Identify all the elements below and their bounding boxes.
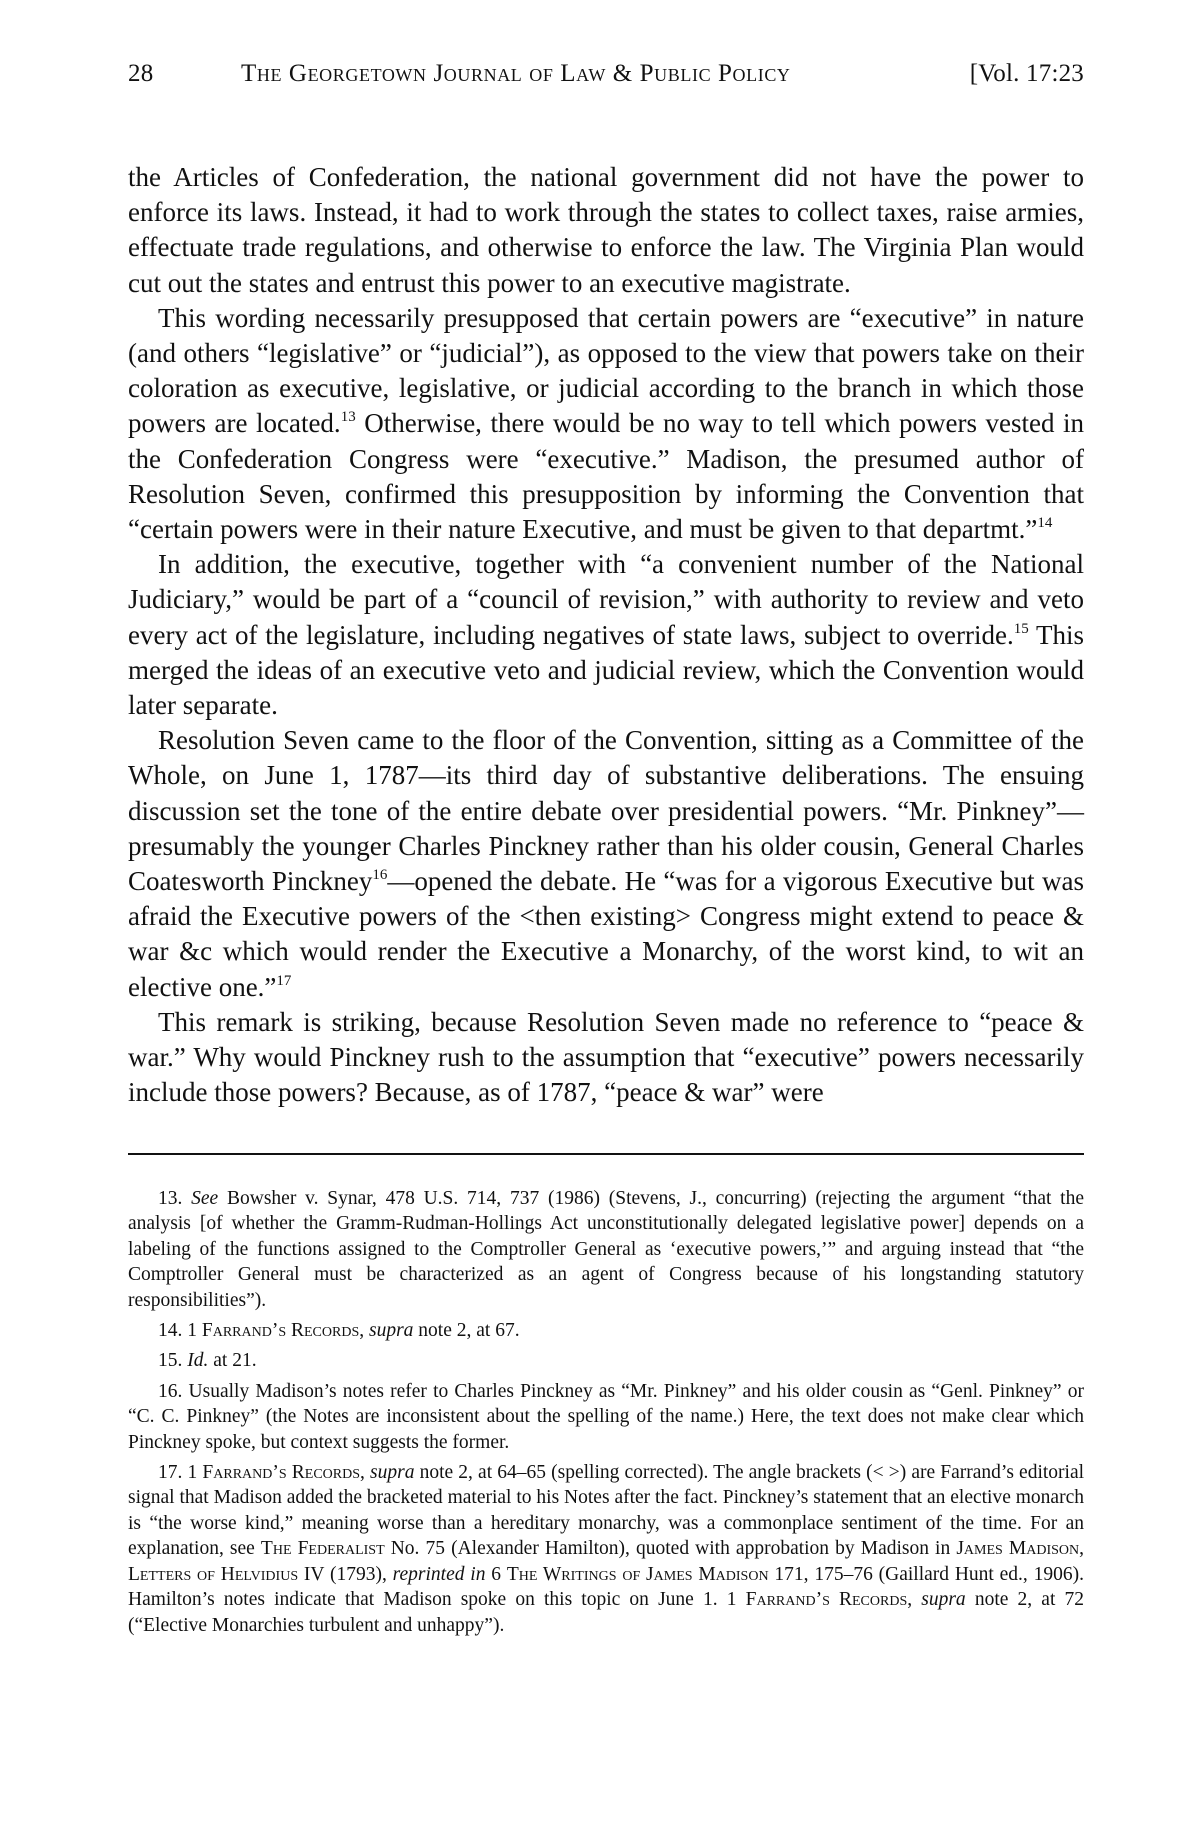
signal: reprinted in <box>392 1563 486 1585</box>
footnote-ref-13[interactable]: 13 <box>340 409 356 426</box>
footnote-text: note 2, at 72 (“Elective Monarchies turbulent and unhappy”). <box>128 1589 1085 1636</box>
paragraph <box>128 301 1084 547</box>
footnote-ref-15[interactable]: 15 <box>1013 620 1029 637</box>
paragraph-text: This merged the ideas of an executive veto and judicial review, which the Convention would later separate. <box>128 619 1085 721</box>
source-title: The Federalist <box>260 1538 385 1560</box>
footnotes <box>128 1186 1084 1643</box>
paragraph-text: This wording necessarily presupposed that certain powers are “executive” in nature (and others “legislative” or “judicial”), as opposed to the view that powers take on their coloration as executive, legislative, or judicial according to the branch in which those powers are located. <box>128 302 1084 439</box>
footnote-text: Bowsher v. Synar, 478 U.S. 714, 737 (1986) (Stevens, J., concurring) (rejecting the argument “that the analysis [of whether the Gramm-Rudman-Hollings Act unconstitutionally delegated legislative power] depends on a labeling of the functions assigned to the Comptroller General as ‘executive powers,’” and arguing instead that “the Comptroller General must be characterized as an agent of Congress because of his longstanding statutory responsibilities”). <box>128 1188 1084 1311</box>
footnote-number: 14. <box>158 1320 183 1342</box>
paragraph-text: Resolution Seven came to the floor of the Convention, sitting as a Committee of the Whole, on June 1, 1787—its third day of substantive deliberations. The ensuing discussion set the tone of the entire debate over presidential powers. “Mr. Pinkney”—presumably the younger Charles Pinckney rather than his older cousin, General Charles Coatesworth Pinckney <box>128 725 1084 897</box>
source-title: The Writings of James Madison <box>506 1563 769 1585</box>
footnote-number: 15. <box>158 1350 183 1372</box>
footnote-text: note 2, at 64–65 (spelling corrected). The angle brackets (< >) are Farrand’s editorial signal that Madison added the bracketed material to his Notes after the fact. Pinckney’s statement that an elective monarch is “the worse kind,” meaning worse than a hereditary monarchy, was a commonplace sentiment of the time. For an explanation, see <box>128 1462 1085 1560</box>
paragraph <box>128 160 1084 301</box>
paragraph <box>128 723 1084 1005</box>
source-title: James Madison, Letters of Helvidius <box>128 1538 1085 1585</box>
footnote-number: 13. <box>158 1188 183 1209</box>
footnote-13 <box>128 1186 1084 1313</box>
signal: supra <box>921 1589 966 1611</box>
footnote-number: 17. <box>158 1462 183 1484</box>
paragraph-text: This remark is striking, because Resolution Seven made no reference to “peace & war.” Why would Pinckney rush to the assumption that “executive” powers necessarily include those powers? Because, as of 1787, “peace & war” were <box>128 1006 1084 1108</box>
source-title: Farrand’s Records, <box>745 1589 913 1611</box>
footnote-divider <box>128 1153 1084 1155</box>
page-number: 28 <box>128 60 154 87</box>
paragraph-text: In addition, the executive, together with “a convenient number of the National Judiciary,” would be part of a “council of revision,” with authority to review and veto every act of the legislature, including negatives of state laws, subject to override. <box>128 549 1084 650</box>
source-title: 1 Farrand’s Records, <box>187 1320 365 1342</box>
footnote-ref-17[interactable]: 17 <box>276 972 292 989</box>
footnote-ref-16[interactable]: 16 <box>372 867 388 884</box>
footnote-17 <box>128 1460 1084 1638</box>
paragraph-text: the Articles of Confederation, the national government did not have the power to enforce its laws. Instead, it had to work through the states to collect taxes, raise armies, effectuate trade regulations, and otherwise to enforce the law. The Virginia Plan would cut out the states and entrust this power to an executive magistrate. <box>128 162 1084 298</box>
paragraph <box>128 1005 1084 1111</box>
paragraph-text: Otherwise, there would be no way to tell which powers vested in the Confederation Congress were “executive.” Madison, the presumed author of Resolution Seven, confirmed this presupposition by informing the Convention that “certain powers were in their nature Executive, and must be given to that departmt.” <box>128 408 1084 545</box>
footnote-text: 171, 175–76 (Gaillard Hunt ed., 1906). Hamilton’s notes indicate that Madison spoke on this topic on June 1. 1 <box>128 1563 1084 1611</box>
footnote-text: IV (1793), <box>298 1563 393 1585</box>
page <box>128 52 1085 1636</box>
footnote-14 <box>128 1318 1084 1343</box>
journal-title: The Georgetown Journal of Law & Public Policy <box>241 60 791 87</box>
source-title: 1 Farrand’s Records, <box>187 1462 365 1484</box>
paragraph-text: —opened the debate. He “was for a vigorous Executive but was afraid the Executive powers of the <then existing> Congress might extend to peace & war &c which would render the Executive a Monarchy, of the worst kind, to wit an elective one.” <box>128 866 1084 1002</box>
footnote-15 <box>128 1348 1084 1373</box>
signal: supra <box>370 1462 415 1484</box>
footnote-text: 6 <box>485 1563 507 1585</box>
paragraph <box>128 547 1084 723</box>
running-head <box>128 52 1084 92</box>
footnote-ref-14[interactable]: 14 <box>1037 515 1053 532</box>
footnote-text: Usually Madison’s notes refer to Charles Pinckney as “Mr. Pinkney” and his older cousin as “Genl. Pinkney” or “C. C. Pinkney” (the Notes are inconsistent about the spelling of the name.) Here, the text does not make clear which Pinckney spoke, but context suggests the former. <box>128 1380 1084 1453</box>
footnote-number: 16. <box>158 1380 183 1402</box>
signal: See <box>191 1188 219 1209</box>
footnote-text: No. 75 (Alexander Hamilton), quoted with approbation by Madison in <box>384 1538 957 1560</box>
body-text <box>128 160 1084 1110</box>
volume-citation: [Vol. 17:23 <box>969 60 1084 87</box>
footnote-text: note 2, at 67. <box>413 1320 520 1342</box>
footnote-text: at 21. <box>208 1350 257 1372</box>
footnote-16 <box>128 1379 1084 1455</box>
signal: Id. <box>187 1350 209 1372</box>
signal: supra <box>368 1320 414 1342</box>
